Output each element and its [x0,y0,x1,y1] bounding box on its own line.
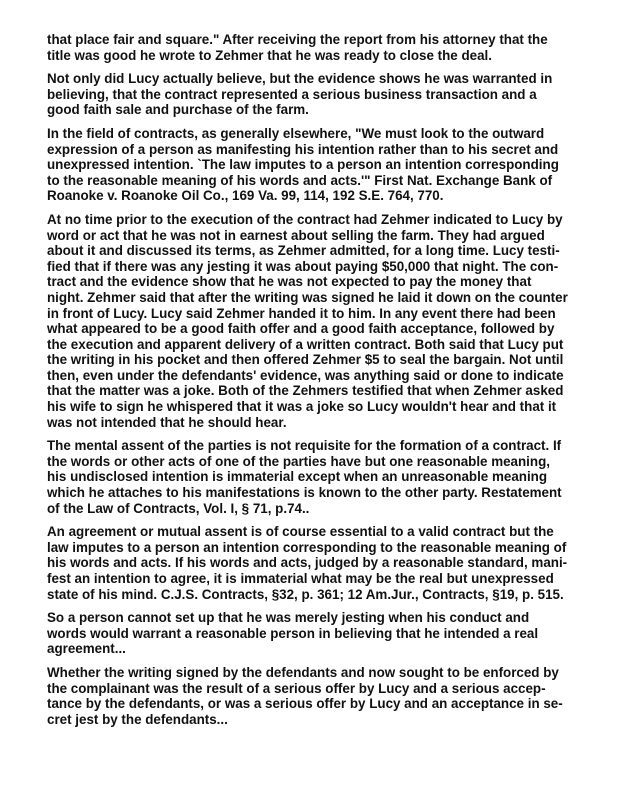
paragraph-lucy-belief: Not only did Lucy actually believe, but the evidence shows he was warranted in believing, that the contract represented a serious business transaction and a good faith sale and purchase of the farm. [47,71,553,118]
paragraph-jesting: So a person cannot set up that he was merely jesting when his conduct and words would warrant a reasonable person in believing that he intended a real agreement... [47,610,539,657]
paragraph-closing-deal: that place fair and square." After receiving the report from his attorney that the title was good he wrote to Zehmer that he was ready to close the deal. [47,32,548,63]
paragraph-mutual-assent: An agreement or mutual assent is of course essential to a valid contract but the law imputes to a person an intention corresponding to the reasonable meaning of his words and acts. If his words and acts, judged by a reasonable standard, mani- fest an intention to agree, it is immaterial what may be the real but unexpressed state of his mind. C.J.S. Contracts, §32, p. 361; 12 Am.Jur., Contracts, §19, p. 515. [47,524,568,602]
paragraph-earnest-conduct: At no time prior to the execution of the contract had Zehmer indicated to Lucy by word or act that he was not in earnest about selling the farm. They had argued about it and discussed its terms, as Zehmer admitted, for a long time. Lucy testi- fied that if there was any jesting it was about paying $50,000 that night. The con- tract and the evidence show that he was not expected to pay the money that night. Zehmer said that after the writing was signed he laid it down on the counter in front of Lucy. Lucy said Zehmer handed it to him. In any event there had been what appeared to be a good faith offer and a good faith acceptance, followed by the execution and apparent delivery of a written contract. Both said that Lucy put the writing in his pocket and then offered Zehmer $5 to seal the bargain. Not until then, even under the defendants' evidence, was anything said or done to indicate that the matter was a joke. Both of the Zehmers testified that when Zehmer asked his wife to sign he whispered that it was a joke so Lucy wouldn't hear and that it was not intended that he should hear. [47,211,568,430]
paragraph-outward-expression: In the field of contracts, as generally elsewhere, "We must look to the outward expression of a person as manifesting his intention rather than to his secret and unexpressed intention. `The law imputes to a person an intention corresponding to the reasonable meaning of his words and acts.'" First Nat. Exchange Bank of Roanoke v. Roanoke Oil Co., 169 Va. 99, 114, 192 S.E. 764, 770. [47,125,559,204]
paragraph-mental-assent: The mental assent of the parties is not requisite for the formation of a contract. If the words or other acts of one of the parties have but one reasonable meaning, his undisclosed intention is immaterial except when an unreasonable meaning which he attaches to his manifestations is known to the other party. Restatement of the Law of Contracts, Vol. I, § 71, p.74.. [47,438,562,516]
paragraph-serious-offer: Whether the writing signed by the defendants and now sought to be enforced by the complainant was the result of a serious offer by Lucy and a serious accep- tance by the defendants, or was a serious offer by Lucy and an acceptance in se- cret jest by the defendants... [47,664,563,727]
document-page [47,32,607,735]
